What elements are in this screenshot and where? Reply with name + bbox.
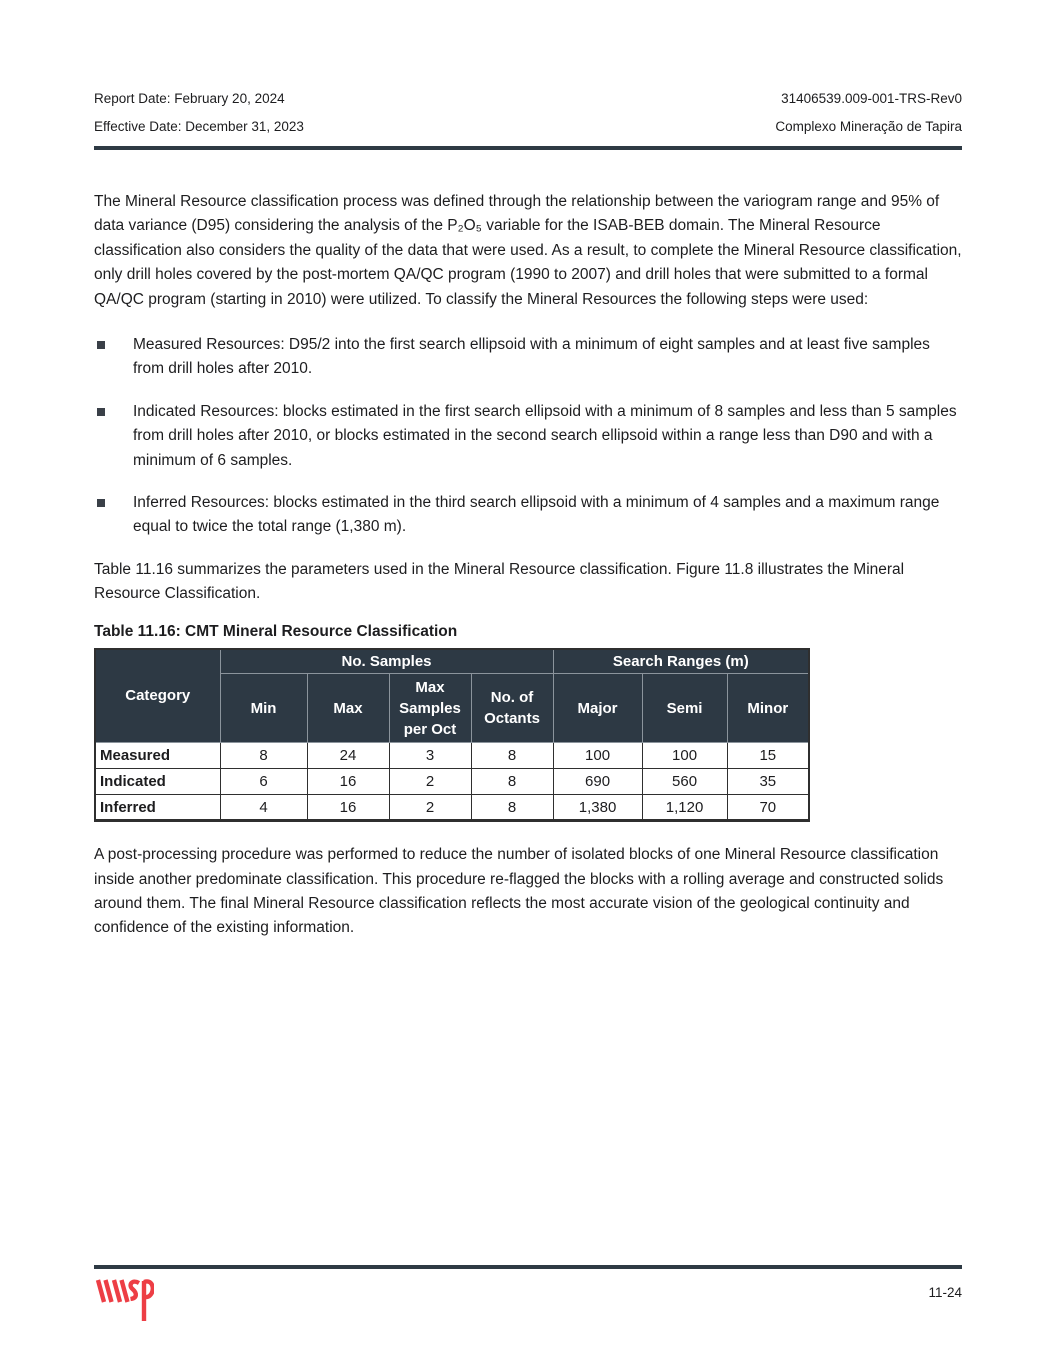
table-title: Table 11.16: CMT Mineral Resource Classification <box>94 622 458 640</box>
column-header-max-samples-per-oct: Max Samples per Oct <box>389 674 471 743</box>
column-header-no-of-octants: No. of Octants <box>471 674 553 743</box>
cell-category: Measured <box>95 743 220 769</box>
table-cell: 16 <box>307 769 389 795</box>
table-header <box>95 649 809 743</box>
table-cell: 70 <box>727 795 809 821</box>
project-name: Complexo Mineração de Tapira <box>775 119 962 134</box>
table-cell: 3 <box>389 743 471 769</box>
bullet-indicated-text: Indicated Resources: blocks estimated in the first search ellipsoid with a minimum of 8 samples and less than 5 samples from drill holes after 2010, or blocks estimated in the second search ellipsoid within a range less than D90 and with a minimum of 6 samples. <box>133 402 957 469</box>
table-cell: 560 <box>642 769 727 795</box>
table-cell: 2 <box>389 795 471 821</box>
bullet-inferred <box>94 491 962 540</box>
table-cell: 100 <box>642 743 727 769</box>
header-rule <box>94 146 962 150</box>
bullet-inferred-text: Inferred Resources: blocks estimated in the third search ellipsoid with a minimum of 4 samples and a maximum range equal to twice the total range (1,380 m). <box>133 494 940 536</box>
wsp-logo <box>94 1275 154 1323</box>
table-cell: 690 <box>553 769 642 795</box>
column-header-max: Max <box>307 674 389 743</box>
bullet-measured <box>94 333 962 382</box>
table-cell: 1,120 <box>642 795 727 821</box>
table-row-measured <box>95 743 809 769</box>
table-cell: 24 <box>307 743 389 769</box>
group-header-search-ranges: Search Ranges (m) <box>553 649 809 674</box>
table-cell: 8 <box>471 795 553 821</box>
document-number: 31406539.009-001-TRS-Rev0 <box>781 91 962 106</box>
bullet-indicated <box>94 400 962 473</box>
table-intro-paragraph: Table 11.16 summarizes the parameters used in the Mineral Resource classification. Figure 11.8 illustrates the Mineral Resource Classification. <box>94 560 905 603</box>
bullet-square-icon <box>97 341 105 349</box>
group-header-no-samples: No. Samples <box>220 649 553 674</box>
table-cell: 35 <box>727 769 809 795</box>
table-cell: 4 <box>220 795 307 821</box>
table-row-indicated <box>95 769 809 795</box>
table-cell: 6 <box>220 769 307 795</box>
table-cell: 15 <box>727 743 809 769</box>
bullet-measured-text: Measured Resources: D95/2 into the first search ellipsoid with a minimum of eight samples and at least five samples from drill holes after 2010. <box>133 336 930 378</box>
classification-bullet-list <box>94 333 962 540</box>
closing-paragraph: A post-processing procedure was performed to reduce the number of isolated blocks of one Mineral Resource classification inside another predominate classification. This procedure re-flagged the blocks with a rolling average and constructed solids around them. The final Mineral Resource classification reflects the most accurate vision of the geological continuity and confidence of the existing information. <box>94 846 944 937</box>
table-cell: 8 <box>471 743 553 769</box>
cell-category: Indicated <box>95 769 220 795</box>
table-row-inferred <box>95 795 809 821</box>
table-cell: 2 <box>389 769 471 795</box>
table-cell: 1,380 <box>553 795 642 821</box>
mineral-resource-classification-table <box>94 648 810 823</box>
cell-category: Inferred <box>95 795 220 821</box>
table-cell: 8 <box>471 769 553 795</box>
effective-date: Effective Date: December 31, 2023 <box>94 119 304 134</box>
table-cell: 8 <box>220 743 307 769</box>
column-header-min: Min <box>220 674 307 743</box>
column-header-major: Major <box>553 674 642 743</box>
bullet-square-icon <box>97 408 105 416</box>
page-footer <box>94 1265 962 1323</box>
table-cell: 100 <box>553 743 642 769</box>
report-date: Report Date: February 20, 2024 <box>94 91 285 106</box>
bullet-square-icon <box>97 499 105 507</box>
column-header-category: Category <box>95 649 220 743</box>
intro-paragraph: The Mineral Resource classification process was defined through the relationship between the variogram range and 95% of data variance (D95) considering the analysis of the P₂O₅ variable for the ISAB-BEB domain. The Mineral Resource classification also considers the quality of the data that were used. As a result, to complete the Mineral Resource classification, only drill holes covered by the post-mortem QA/QC program (1990 to 2007) and drill holes that were submitted to a formal QA/QC program (starting in 2010) were utilized. To classify the Mineral Resources the following steps were used: <box>94 193 962 308</box>
table-cell: 16 <box>307 795 389 821</box>
column-header-minor: Minor <box>727 674 809 743</box>
page-number: 11-24 <box>928 1285 962 1300</box>
page-header <box>94 90 962 150</box>
column-header-semi: Semi <box>642 674 727 743</box>
